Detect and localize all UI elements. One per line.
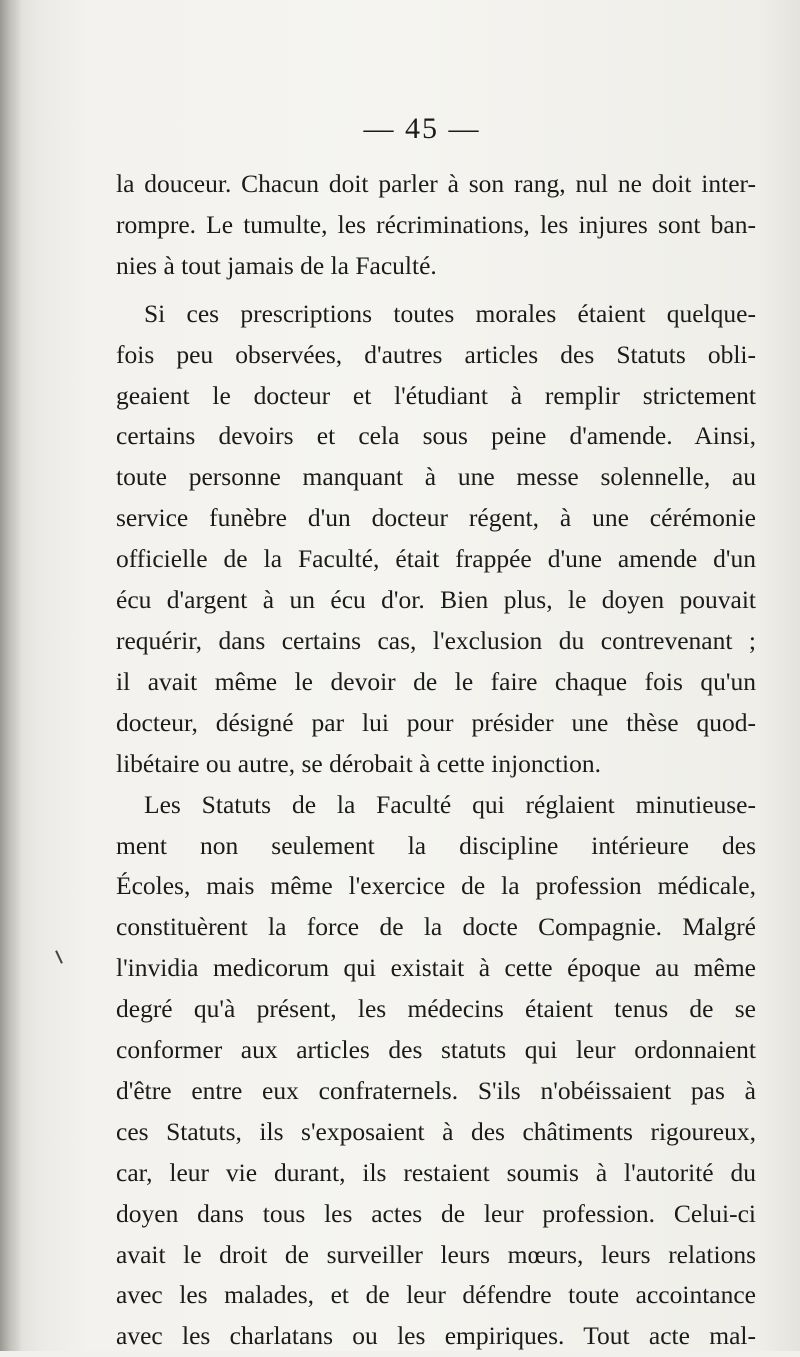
text-line: libétaire ou autre, se dérobait à cette injonction.: [116, 748, 602, 778]
text-line: avec les charlatans ou les empiriques. Tout acte mal-: [116, 1321, 756, 1351]
text-line: ces Statuts, ils s'exposaient à des châtiments rigoureux,: [116, 1116, 756, 1146]
text-line: geaient le docteur et l'étudiant à remplir strictement: [116, 380, 756, 410]
text-line: car, leur vie durant, ils restaient soumis à l'autorité du: [116, 1157, 756, 1187]
text-line: écu d'argent à un écu d'or. Bien plus, le doyen pouvait: [116, 585, 756, 615]
body-text: [116, 164, 756, 1357]
text-line: il avait même le devoir de le faire chaque fois qu'un: [116, 666, 756, 696]
text-line: degré qu'à présent, les médecins étaient tenus de se: [116, 994, 756, 1024]
text-line: docteur, désigné par lui pour présider une thèse quod-: [116, 707, 756, 737]
paragraph: [116, 785, 756, 1357]
text-line: doyen dans tous les actes de leur profession. Celui-ci: [116, 1198, 756, 1228]
text-line: conformer aux articles des statuts qui leur ordonnaient: [116, 1035, 756, 1065]
text-line: fois peu observées, d'autres articles des Statuts obli-: [116, 339, 756, 369]
text-line: avec les malades, et de leur défendre toute accointance: [116, 1280, 756, 1310]
text-line: avait le droit de surveiller leurs mœurs, leurs relations: [116, 1239, 756, 1269]
page-binding-shadow: [0, 0, 22, 1351]
text-line: requérir, dans certains cas, l'exclusion du contrevenant ;: [116, 625, 756, 655]
paragraph: [116, 294, 756, 785]
margin-mark: [55, 950, 63, 964]
paragraph: [116, 164, 756, 287]
text-line: nies à tout jamais de la Faculté.: [116, 250, 437, 280]
text-line: constituèrent la force de la docte Compagnie. Malgré: [116, 912, 756, 942]
text-line: ment non seulement la discipline intérieure des: [116, 830, 756, 860]
text-line: Écoles, mais même l'exercice de la profession médicale,: [116, 871, 756, 901]
text-line: d'être entre eux confraternels. S'ils n'obéissaient pas à: [116, 1075, 756, 1105]
text-line: Si ces prescriptions toutes morales étaient quelque-: [144, 298, 756, 328]
page-number: — 45 —: [363, 112, 481, 145]
text-line: la douceur. Chacun doit parler à son rang, nul ne doit inter-: [116, 169, 756, 198]
text-line: toute personne manquant à une messe solennelle, au: [116, 462, 756, 492]
text-line: officielle de la Faculté, était frappée d'une amende d'un: [116, 544, 756, 574]
text-line: rompre. Le tumulte, les récriminations, les injures sont ban-: [116, 209, 756, 239]
text-line: Les Statuts de la Faculté qui réglaient minutieuse-: [144, 789, 756, 819]
text-line: l'invidia medicorum qui existait à cette époque au même: [116, 953, 756, 983]
paragraph-gap: [116, 287, 756, 294]
text-line: certains devoirs et cela sous peine d'amende. Ainsi,: [116, 421, 756, 451]
text-line: service funèbre d'un docteur régent, à une cérémonie: [116, 503, 756, 533]
